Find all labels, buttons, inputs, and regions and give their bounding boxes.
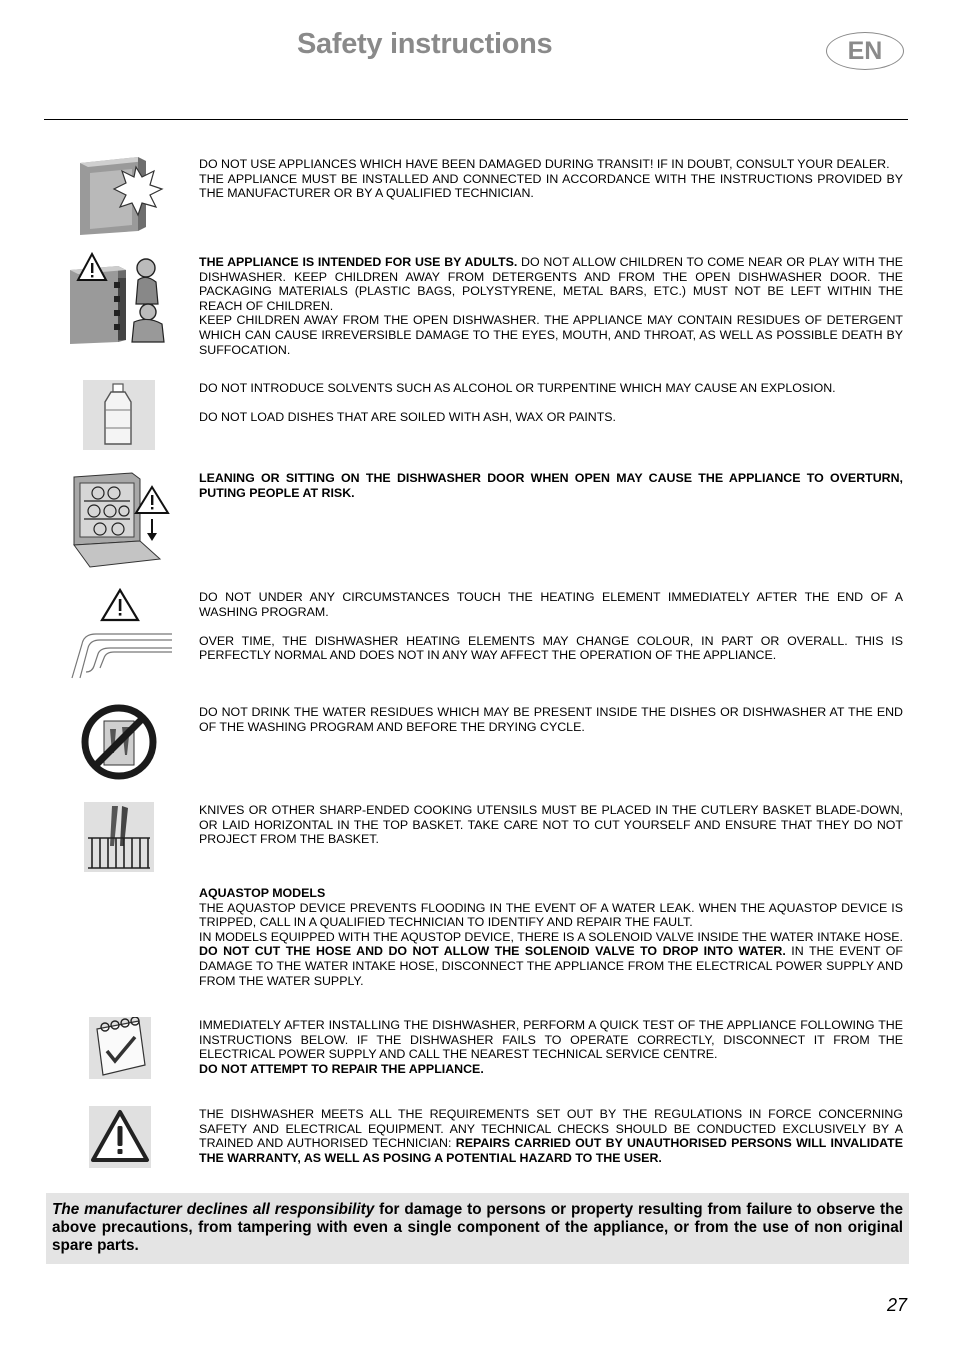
page-number: 27 <box>887 1295 908 1315</box>
language-badge: EN <box>826 32 904 70</box>
item-paragraph <box>199 1107 903 1165</box>
item-paragraph: DO NOT USE APPLIANCES WHICH HAVE BEEN DAMAGED DURING TRANSIT! IF IN DOUBT, CONSULT YOUR DEALER. <box>199 157 890 171</box>
item-children <box>199 255 903 357</box>
knives-basket-icon <box>84 802 154 872</box>
item-paragraph: LEANING OR SITTING ON THE DISHWASHER DOOR WHEN OPEN MAY CAUSE THE APPLIANCE TO OVERTURN, PUTING PEOPLE AT RISK. <box>199 471 903 500</box>
section-heading: AQUASTOP MODELS <box>199 886 326 900</box>
page-title: Safety instructions <box>297 28 553 60</box>
item-paragraph: OVER TIME, THE DISHWASHER HEATING ELEMENTS MAY CHANGE COLOUR, IN PART OR OVERALL. THIS IS PERFECTLY NORMAL AND DOES NOT IN ANY WAY AFFECT THE OPERATION OF THE APPLIANCE. <box>199 633 903 663</box>
disclaimer-emphasis: The manufacturer declines all responsibility <box>52 1201 375 1218</box>
checklist-icon <box>89 1017 151 1079</box>
item-damaged-transit <box>199 157 903 201</box>
body-text: IN THE EVENT OF DAMAGE TO THE WATER INTAKE HOSE, DISCONNECT THE APPLIANCE FROM THE ELECTRICAL POWER SUPPLY AND FROM THE WATER SUPPLY. <box>199 944 904 988</box>
item-paragraph: KEEP CHILDREN AWAY FROM THE OPEN DISHWASHER. THE APPLIANCE MAY CONTAIN RESIDUES OF DETERGENT WHICH CAN CAUSE IRREVERSIBLE DAMAGE TO THE EYES, MOUTH, AND THROAT, AS WELL AS POSSIBLE DEATH BY SUFFOCATION. <box>199 313 903 357</box>
item-paragraph: THE AQUASTOP DEVICE PREVENTS FLOODING IN THE EVENT OF A WATER LEAK. WHEN THE AQUASTOP DEVICE IS TRIPPED, CALL IN A QUALIFIED TECHNICIAN TO IDENTIFY AND REPAIR THE FAULT. <box>199 900 903 930</box>
disclaimer-text: for damage to persons or property resulting from failure to observe the above precautions, from tampering with even a single component of the appliance, or from the use of non original spare parts. <box>52 1201 903 1255</box>
disclaimer-box <box>46 1193 909 1264</box>
item-door <box>199 471 903 500</box>
item-paragraph <box>199 255 903 313</box>
item-aquastop <box>199 886 903 988</box>
emphasis-text: REPAIRS CARRIED OUT BY UNAUTHORISED PERSONS WILL INVALIDATE THE WARRANTY, AS WELL AS POSING A POTENTIAL HAZARD TO THE USER. <box>199 1136 904 1165</box>
item-paragraph: DO NOT INTRODUCE SOLVENTS SUCH AS ALCOHOL OR TURPENTINE WHICH MAY CAUSE AN EXPLOSION. <box>199 381 836 395</box>
item-heating <box>199 590 903 663</box>
item-paragraph: DO NOT UNDER ANY CIRCUMSTANCES TOUCH THE HEATING ELEMENT IMMEDIATELY AFTER THE END OF A WASHING PROGRAM. <box>199 590 903 619</box>
body-text: DO NOT ALLOW CHILDREN TO COME NEAR OR PLAY WITH THE DISHWASHER. KEEP CHILDREN AWAY FROM DETERGENTS AND FROM THE OPEN DISHWASHER DOOR. THE PACKAGING MATERIALS (PLASTIC BAGS, POLYSTYRENE, METAL BARS, ETC.) MUST NOT BE LEFT WITHIN THE REACH OF CHILDREN. <box>199 255 903 313</box>
no-drinking-icon <box>80 703 158 781</box>
item-paragraph: DO NOT ATTEMPT TO REPAIR THE APPLIANCE. <box>199 1061 484 1076</box>
body-text: THE DISHWASHER MEETS ALL THE REQUIREMENTS SET OUT BY THE REGULATIONS IN FORCE CONCERNING SAFETY AND ELECTRICAL EQUIPMENT. ANY TECHNICAL CHECKS SHOULD BE CONDUCTED EXCLUSIVELY BY A TRAINED AND AUTHORISED TECHNICIAN: <box>199 1107 903 1151</box>
item-solvents <box>199 381 903 425</box>
item-no-drinking <box>199 705 903 734</box>
heating-element-warning-icon <box>66 588 174 682</box>
warning-triangle-icon <box>89 1106 151 1168</box>
item-quick-test <box>199 1018 903 1076</box>
item-paragraph: DO NOT LOAD DISHES THAT ARE SOILED WITH ASH, WAX OR PAINTS. <box>199 410 616 425</box>
emphasis-text: THE APPLIANCE IS INTENDED FOR USE BY ADULTS. <box>199 255 518 269</box>
item-regulations <box>199 1107 903 1165</box>
body-text: IN MODELS EQUIPPED WITH THE AQUSTOP DEVICE, THERE IS A SOLENOID VALVE INSIDE THE WATER INTAKE HOSE. <box>199 929 903 944</box>
item-paragraph <box>199 930 903 988</box>
item-paragraph: KNIVES OR OTHER SHARP-ENDED COOKING UTENSILS MUST BE PLACED IN THE CUTLERY BASKET BLADE-DOWN, OR LAID HORIZONTAL IN THE TOP BASKET. TAKE CARE NOT TO CUT YOURSELF AND ENSURE THAT THEY DO NOT PROJECT FROM THE BASKET. <box>199 803 903 847</box>
children-warning-icon <box>68 252 172 346</box>
header-divider <box>44 119 908 120</box>
item-paragraph: DO NOT DRINK THE WATER RESIDUES WHICH MAY BE PRESENT INSIDE THE DISHES OR DISHWASHER AT THE END OF THE WASHING PROGRAM AND BEFORE THE DRYING CYCLE. <box>199 705 903 734</box>
item-knives <box>199 803 903 847</box>
emphasis-text: DO NOT CUT THE HOSE AND DO NOT ALLOW THE SOLENOID VALVE TO DROP INTO WATER. <box>199 944 786 959</box>
solvent-bottle-icon <box>83 380 155 450</box>
open-door-warning-icon <box>68 471 172 569</box>
item-paragraph: THE APPLIANCE MUST BE INSTALLED AND CONNECTED IN ACCORDANCE WITH THE INSTRUCTIONS PROVIDED BY THE MANUFACTURER OR BY A QUALIFIED TECHNICIAN. <box>199 171 903 201</box>
damaged-appliance-icon <box>76 155 164 237</box>
item-paragraph: IMMEDIATELY AFTER INSTALLING THE DISHWASHER, PERFORM A QUICK TEST OF THE APPLIANCE FOLLOWING THE INSTRUCTIONS BELOW. IF THE DISHWASHER FAILS TO OPERATE CORRECTLY, DISCONNECT IT FROM THE ELECTRICAL POWER SUPPLY AND CALL THE NEAREST TECHNICAL SERVICE CENTRE. <box>199 1018 903 1062</box>
